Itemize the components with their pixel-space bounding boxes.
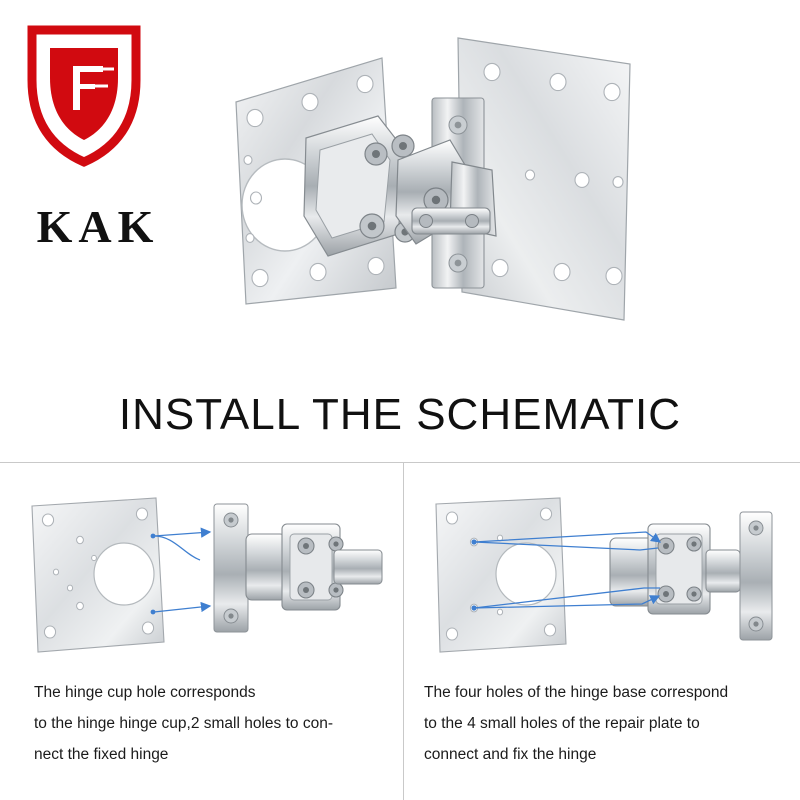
page-title: INSTALL THE SCHEMATIC bbox=[118, 390, 682, 439]
caption-right bbox=[424, 677, 789, 770]
kak-shield-logo-icon bbox=[24, 22, 144, 167]
caption-left bbox=[34, 677, 384, 770]
repair-plate-hinge-base-diagram bbox=[414, 476, 792, 676]
caption-right-line-3: connect and fix the hinge bbox=[424, 746, 597, 763]
caption-left-line-2: to the hinge hinge cup,2 small holes to con- bbox=[34, 715, 333, 732]
caption-right-line-1: The four holes of the hinge base correspond bbox=[424, 684, 729, 701]
panel-right bbox=[404, 462, 800, 800]
panel-left bbox=[0, 462, 403, 800]
repair-plate-hinge-cup-diagram bbox=[14, 476, 389, 676]
caption-left-line-3: nect the fixed hinge bbox=[34, 746, 169, 763]
brand-name: KAK bbox=[36, 201, 160, 252]
brand-logo bbox=[18, 22, 178, 252]
caption-right-line-2: to the 4 small holes of the repair plate to bbox=[424, 715, 700, 732]
cabinet-hinge-repair-plate-photo bbox=[200, 20, 680, 390]
caption-left-line-1: The hinge cup hole corresponds bbox=[34, 684, 256, 701]
